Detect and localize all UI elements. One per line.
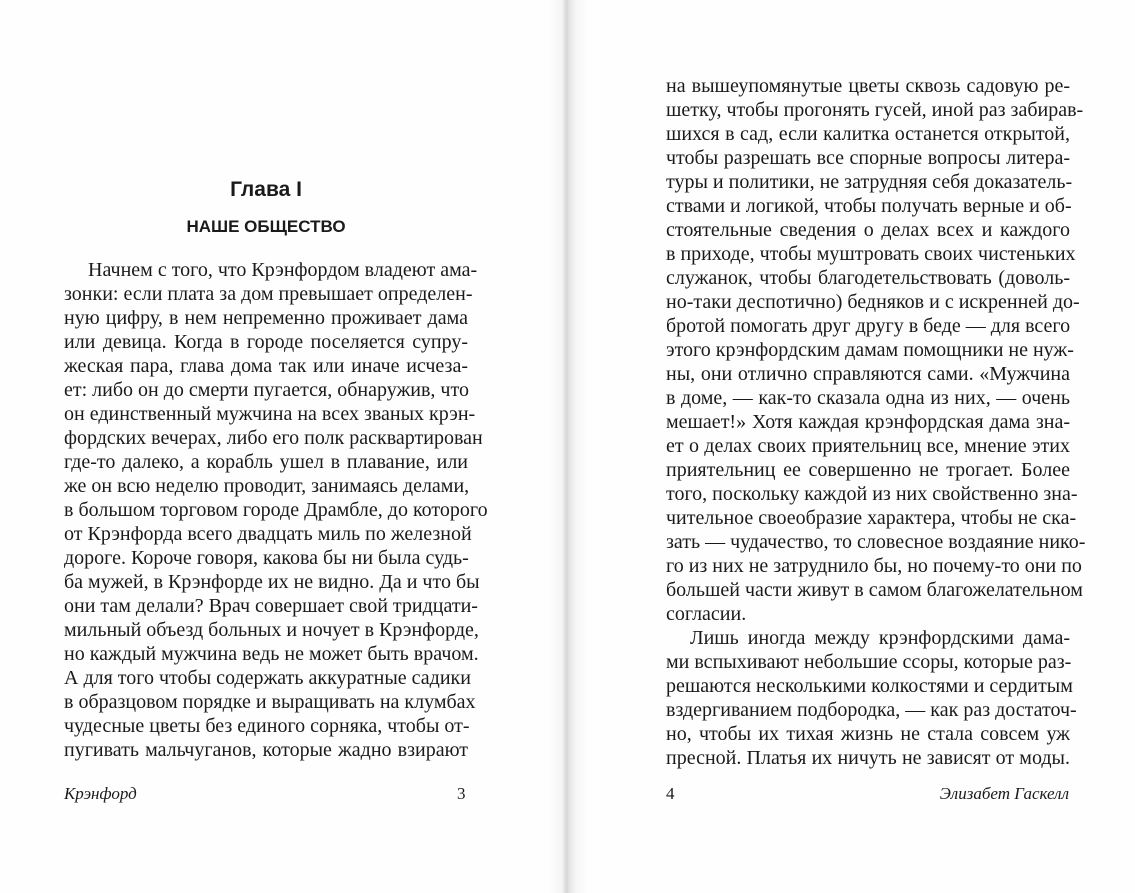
text-line: в доме, — как-то сказала одна из них, — очень [666,387,1070,409]
text-line: чительное своеобразие характера, чтобы не ска- [666,507,1077,529]
text-line: на вышеупомянутые цветы сквозь садовую ре- [666,75,1070,97]
text-line: от Крэнфорда всего двадцать миль по железной [64,523,472,545]
text-line: в большом торговом городе Драмбле, до которого [64,499,488,521]
running-title: Крэнфорд [64,784,137,803]
text-line: вздергиванием подбородка, — как раз достаточ- [666,699,1077,721]
text-line: этого крэнфордским дамам помощники не нуж- [666,339,1074,361]
text-line: ную цифру, в нем непременно проживает дама [64,307,468,329]
text-line: они там делали? Врач совершает свой тридцати- [64,595,478,617]
right-page-body [666,74,1086,770]
text-line: же он всю неделю проводит, занимаясь делами, [64,475,470,497]
text-line: жеская пара, глава дома так или иначе исчеза- [64,355,468,377]
text-line: Начнем с того, что Крэнфордом владеют ама- [88,259,478,281]
text-line: пресной. Платья их ничуть не зависят от моды. [666,747,1070,769]
text-line: ет: либо он до смерти пугается, обнаружив, что [64,379,469,401]
text-line: решаются несколькими колкостями и сердитым [666,675,1073,697]
text-line: ми вспыхивают небольшие ссоры, которые раз- [666,651,1072,673]
page-number: 4 [666,784,675,803]
text-line: фордских вечерах, либо его полк расквартирован [64,427,483,449]
running-author: Элизабет Гаскелл [939,784,1069,803]
left-page [0,0,566,893]
text-line: дороге. Короче говоря, какова бы ни была судь- [64,547,469,569]
text-line: ет о делах своих приятельниц все, мнение этих [666,435,1070,457]
text-line: туры и политики, не затрудняя себя доказатель- [666,171,1073,193]
text-line: чтобы разрешать все спорные вопросы литера- [666,147,1070,169]
text-line: большей части живут в самом благожелательном [666,579,1083,601]
text-line: ны, они отлично справляются сами. «Мужчина [666,363,1070,385]
text-line: он единственный мужчина на всех званых крэн- [64,403,476,425]
text-line: чудесные цветы без единого сорняка, чтобы от- [64,715,470,737]
text-line: согласии. [666,603,747,625]
left-page-body [64,258,488,762]
text-line: того, поскольку каждой из них свойственно зна- [666,483,1078,505]
text-line: пугивать мальчуганов, которые жадно взирают [64,739,468,761]
text-line: мешает!» Хотя каждая крэнфордская дама зна- [666,411,1070,433]
text-line: в приходе, чтобы муштровать своих чистеньких [666,243,1076,265]
text-line: го из них не затруднило бы, но почему-то они по [666,555,1082,577]
text-line: зонки: если плата за дом превышает определен- [64,283,473,305]
text-line: или девица. Когда в городе поселяется супру- [64,331,468,353]
chapter-subtitle: НАШЕ ОБЩЕСТВО [186,217,346,236]
text-line: но, чтобы их тихая жизнь не стала совсем уж [666,723,1070,745]
text-line: где-то далеко, а корабль ушел в плавание, или [64,451,468,473]
text-line: стоятельные сведения о делах всех и каждого [666,219,1070,241]
text-line: А для того чтобы содержать аккуратные садики [64,667,471,689]
chapter-title: Глава I [230,178,302,201]
text-line: мильный объезд больных и ночует в Крэнфорде, [64,619,479,641]
text-line: шихся в сад, если калитка останется открытой, [666,123,1070,145]
text-line: Лишь иногда между крэнфордскими дама- [690,627,1070,649]
text-line: ба мужей, в Крэнфорде их не видно. Да и что бы [64,571,480,593]
text-line: приятельниц ее совершенно не трогает. Более [666,459,1070,481]
text-line: шетку, чтобы прогонять гусей, иной раз забирав- [666,99,1084,121]
page-number: 3 [457,784,466,803]
text-line: но каждый мужчина ведь не может быть врачом. [64,643,479,665]
text-line: зать — чудачество, то словесное воздаяние нико- [666,531,1086,553]
text-line: ствами и логикой, чтобы получать верные и об- [666,195,1072,217]
text-line: служанок, чтобы благодетельствовать (доволь- [666,267,1070,289]
text-line: бротой помогать друг другу в беде — для всего [666,315,1071,337]
text-line: но-таки деспотично) бедняков и с искренней до- [666,291,1080,313]
text-line: в образцовом порядке и выращивать на клумбах [64,691,476,713]
